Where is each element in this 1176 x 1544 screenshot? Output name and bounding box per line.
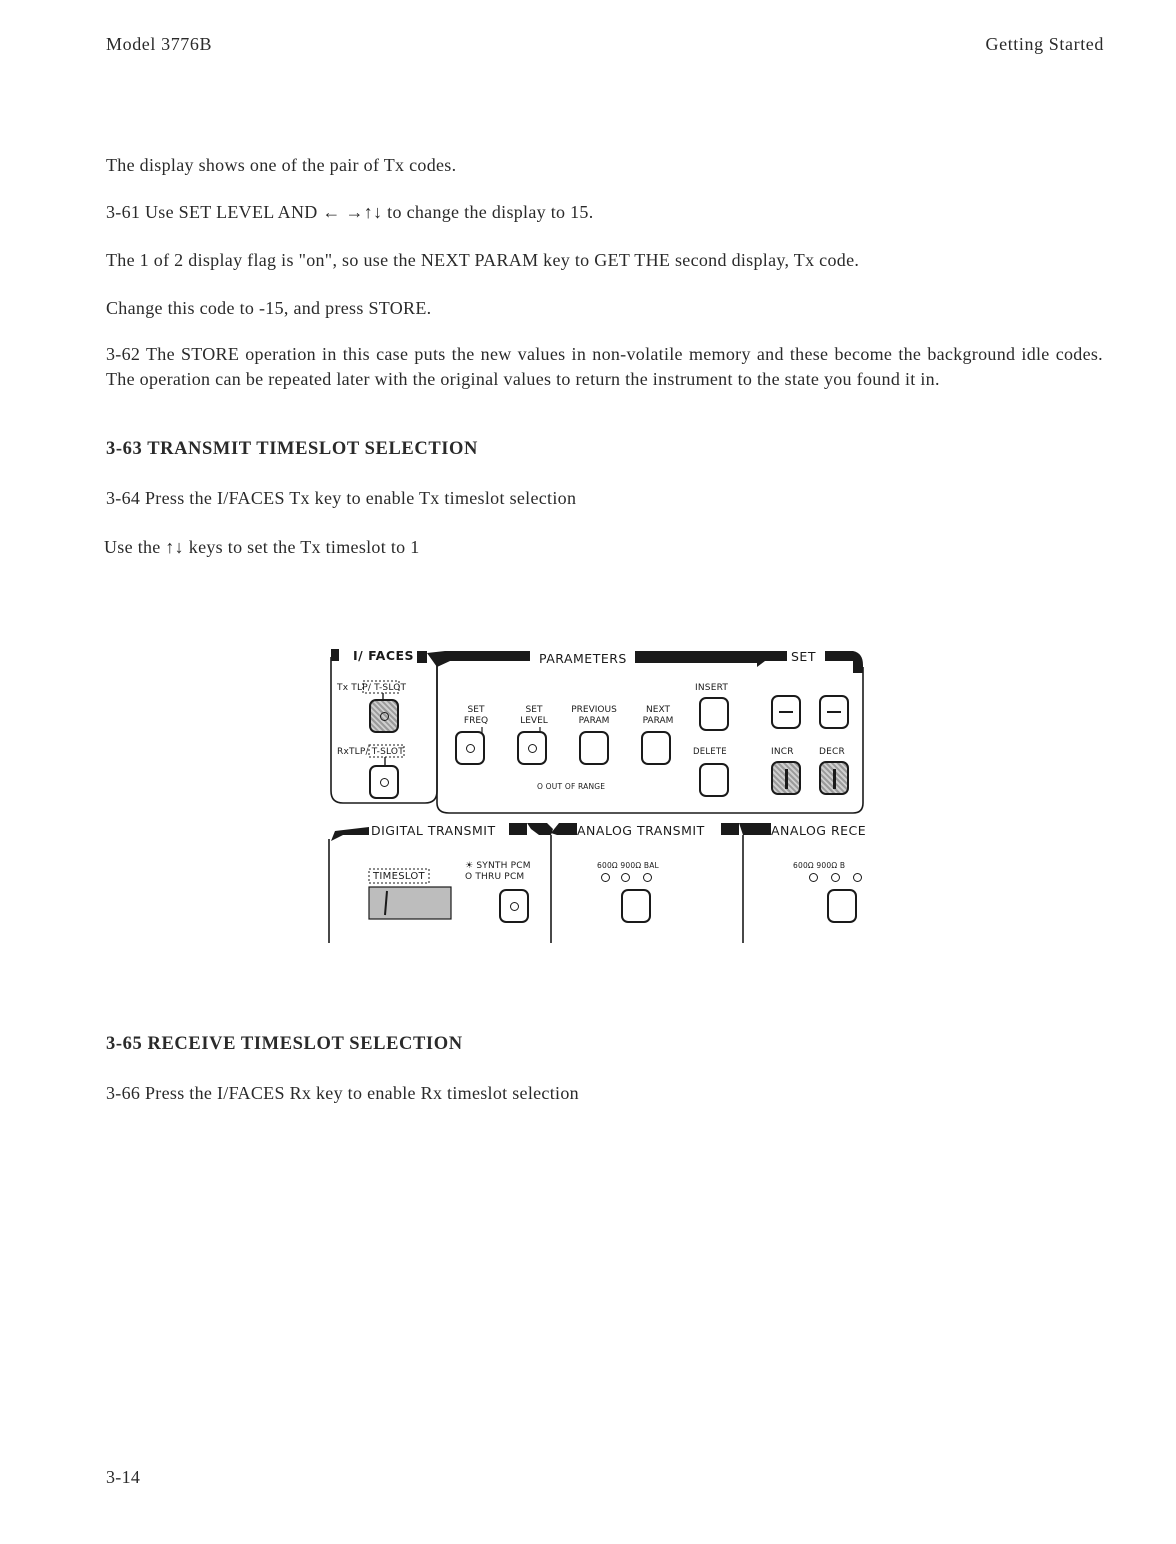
- incr-label: INCR: [771, 747, 794, 757]
- insert-label: INSERT: [695, 683, 729, 693]
- pcm-select-key[interactable]: [499, 889, 529, 923]
- delete-key[interactable]: [699, 763, 729, 797]
- set-freq-key[interactable]: [455, 731, 485, 765]
- set-freq-label: SET FREQ: [463, 705, 489, 726]
- paragraph: Use the ↑↓ keys to set the Tx timeslot to 1: [104, 537, 420, 557]
- paragraph-3-61: 3-61 Use SET LEVEL AND ← →↑↓ to change the display to 15.: [106, 202, 594, 222]
- synth-pcm-indicator: ☀ SYNTH PCM: [465, 861, 531, 871]
- section-heading-3-63: 3-63 TRANSMIT TIMESLOT SELECTION: [106, 439, 479, 459]
- paragraph: The display shows one of the pair of Tx codes.: [106, 155, 457, 175]
- analog-rx-600-led: [809, 873, 818, 882]
- analog-tx-impedance-labels: 600Ω 900Ω BAL: [597, 861, 659, 870]
- tx-tlp-tslot-label: Tx TLP/ T-SLOT: [337, 683, 407, 693]
- analog-rx-900-led: [831, 873, 840, 882]
- timeslot-display-label: TIMESLOT: [373, 871, 425, 882]
- analog-rx-bal-led: [853, 873, 862, 882]
- thru-pcm-indicator: O THRU PCM: [465, 872, 525, 882]
- analog-rx-impedance-labels: 600Ω 900Ω B: [793, 861, 846, 870]
- analog-tx-600-led: [601, 873, 610, 882]
- next-param-label: NEXT PARAM: [642, 705, 674, 726]
- previous-param-label: PREVIOUS PARAM: [571, 705, 617, 726]
- ifaces-section-title: I/ FACES: [353, 648, 415, 663]
- previous-param-key[interactable]: [579, 731, 609, 765]
- analog-tx-bal-led: [643, 873, 652, 882]
- paragraph-3-64: 3-64 Press the I/FACES Tx key to enable Tx timeslot selection: [106, 488, 577, 508]
- analog-transmit-section-title: ANALOG TRANSMIT: [577, 823, 705, 838]
- next-param-key[interactable]: [641, 731, 671, 765]
- rx-interface-key[interactable]: [369, 765, 399, 799]
- insert-key[interactable]: [699, 697, 729, 731]
- tx-interface-key[interactable]: [369, 699, 399, 733]
- paragraph: The 1 of 2 display flag is "on", so use the NEXT PARAM key to GET THE second display, Tx code.: [106, 250, 860, 270]
- paragraph-3-66: 3-66 Press the I/FACES Rx key to enable Rx timeslot selection: [106, 1083, 579, 1103]
- out-of-range-indicator: O OUT OF RANGE: [537, 782, 606, 791]
- section-heading-3-65: 3-65 RECEIVE TIMESLOT SELECTION: [106, 1034, 463, 1054]
- running-header-left: Model 3776B: [106, 34, 213, 54]
- front-panel-figure: [325, 643, 870, 946]
- set-level-key[interactable]: [517, 731, 547, 765]
- analog-rx-impedance-key[interactable]: [827, 889, 857, 923]
- decr-key[interactable]: [819, 761, 849, 795]
- incr-key[interactable]: [771, 761, 801, 795]
- paragraph: Change this code to -15, and press STORE.: [106, 298, 432, 318]
- analog-tx-impedance-key[interactable]: [621, 889, 651, 923]
- set-section-title: SET: [791, 649, 816, 664]
- decr-label: DECR: [819, 747, 845, 757]
- set-right-arrow-key[interactable]: [819, 695, 849, 729]
- delete-label: DELETE: [693, 747, 727, 757]
- paragraph-3-62: 3-62 The STORE operation in this case puts the new values in non-volatile memory and these become the background idle codes. The operation can be repeated later with the original values to return the instrument to the state you found it in.: [106, 344, 1103, 389]
- running-header-right: Getting Started: [985, 34, 1104, 54]
- set-level-label: SET LEVEL: [520, 705, 548, 726]
- parameters-section-title: PARAMETERS: [539, 651, 627, 666]
- set-left-arrow-key[interactable]: [771, 695, 801, 729]
- analog-tx-900-led: [621, 873, 630, 882]
- rx-tlp-tslot-label: RxTLP/ T-SLOT: [337, 747, 404, 757]
- page-number: 3-14: [106, 1467, 141, 1487]
- digital-transmit-section-title: DIGITAL TRANSMIT: [371, 823, 496, 838]
- analog-receive-section-title: ANALOG RECE: [771, 823, 867, 838]
